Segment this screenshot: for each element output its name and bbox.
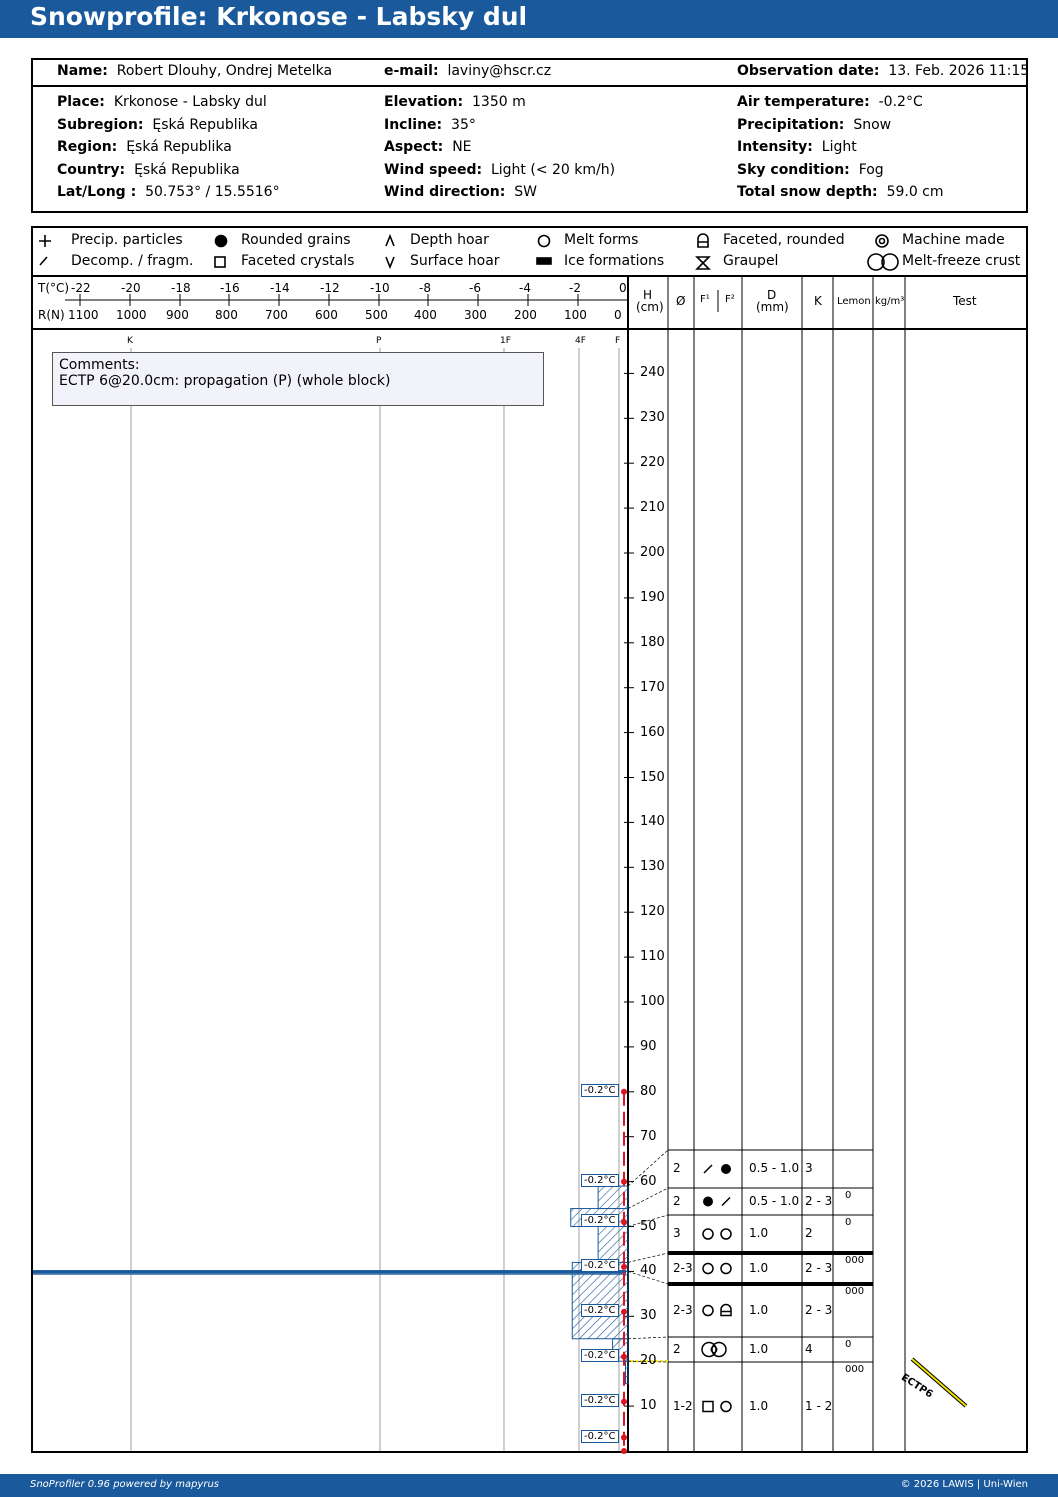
temp-tick-label: -6	[469, 281, 481, 295]
legend-decomp: Decomp. / fragm.	[71, 253, 194, 269]
temp-tick-label: -2	[569, 281, 581, 295]
comments-box	[52, 352, 544, 406]
temp-tick-label: -12	[320, 281, 340, 295]
hardness-tick-label: F	[615, 336, 621, 346]
melt-icon	[721, 1229, 731, 1239]
precipitation: Precipitation: Snow	[737, 117, 892, 133]
temperature-label: -0.2°C	[581, 1084, 619, 1097]
layer-grain-size: 1.0	[749, 1260, 769, 1275]
legend-faceted: Faceted crystals	[241, 253, 355, 269]
temperature-point	[621, 1354, 627, 1360]
comments-text: ECTP 6@20.0cm: propagation (P) (whole block)	[59, 373, 391, 389]
resistance-tick-label: 1000	[116, 308, 147, 322]
temp-tick-label: -22	[71, 281, 91, 295]
resistance-tick-label: 800	[215, 308, 238, 322]
temp-tick-label: -4	[519, 281, 531, 295]
temperature-label: -0.2°C	[581, 1174, 619, 1187]
legend-facetedrounded: Faceted, rounded	[723, 232, 845, 248]
legend-melt: Melt forms	[564, 232, 639, 248]
layer-connector	[628, 1337, 668, 1339]
col-hardness-head: Ø	[676, 294, 686, 308]
faceted-rounded-icon	[721, 1305, 731, 1316]
layer-grain-size: 1.0	[749, 1341, 769, 1356]
height-tick-label: 170	[640, 679, 665, 695]
incline: Incline: 35°	[384, 117, 476, 133]
temperature-label: -0.2°C	[581, 1430, 619, 1443]
layer-hardness: 2	[673, 1193, 681, 1208]
resistance-tick-label: 0	[614, 308, 622, 322]
temperature-label: -0.2°C	[581, 1349, 619, 1362]
layer-grain-size: 0.5 - 1.0	[749, 1161, 800, 1175]
temp-axis-label: T(°C)	[38, 281, 70, 295]
total-snow-depth: Total snow depth: 59.0 cm	[737, 184, 944, 200]
height-col-label: H	[643, 288, 653, 302]
wind-speed: Wind speed: Light (< 20 km/h)	[384, 162, 616, 178]
legend-rounded: Rounded grains	[241, 232, 351, 248]
lat-long: Lat/Long : 50.753° / 15.5516°	[57, 184, 280, 200]
hardness-tick-label: P	[376, 336, 382, 346]
layer-grain-size: 0.5 - 1.0	[749, 1193, 800, 1208]
observer-name: Name: Robert Dlouhy, Ondrej Metelka	[57, 63, 333, 79]
layer-connector	[628, 1253, 668, 1262]
layer-hardness-k: 1 - 2	[805, 1398, 833, 1413]
temperature-point	[621, 1435, 627, 1441]
height-tick-label: 210	[640, 500, 665, 516]
height-tick-label: 100	[640, 994, 665, 1009]
legend-surfacehoar: Surface hoar	[410, 253, 500, 269]
layer-lemon: 0	[845, 1339, 852, 1350]
elevation: Elevation: 1350 m	[384, 94, 526, 110]
height-tick-label: 240	[640, 365, 665, 381]
height-tick-label: 30	[640, 1308, 657, 1324]
layer-hardness: 1-2	[673, 1398, 693, 1413]
decomp-icon	[704, 1165, 712, 1173]
layer-grain-size: 1.0	[749, 1398, 769, 1413]
rounded-icon	[721, 1164, 731, 1174]
height-tick-label: 160	[640, 724, 665, 740]
layer-lemon: 0	[845, 1190, 852, 1201]
height-tick-label: 200	[640, 545, 665, 560]
ice-layer-band	[33, 1270, 626, 1273]
height-tick-label: 120	[640, 904, 665, 920]
decomp-icon	[722, 1198, 730, 1206]
layer-grain-size: 1.0	[749, 1302, 769, 1317]
temp-tick-label: -16	[220, 281, 240, 295]
melt-freeze-icon	[712, 1343, 726, 1357]
col-f1-head: F¹	[700, 294, 710, 305]
resistance-tick-label: 200	[514, 308, 537, 322]
region: Region: Ęská Republika	[57, 139, 232, 155]
country: Country: Ęská Republika	[57, 162, 240, 178]
legend-depthhoar: Depth hoar	[410, 232, 489, 248]
resistance-tick-label: 600	[315, 308, 338, 322]
col-d-head: D	[767, 288, 777, 302]
col-d-unit: (mm)	[756, 300, 789, 314]
layer-hardness-k: 3	[805, 1161, 813, 1175]
col-lemon-head: Lemon	[837, 296, 871, 307]
temperature-point	[621, 1264, 627, 1270]
resistance-axis-label: R(N)	[38, 308, 65, 322]
aspect: Aspect: NE	[384, 139, 472, 155]
layer-hardness: 3	[673, 1226, 681, 1240]
rounded-icon	[703, 1197, 713, 1207]
height-tick-label: 90	[640, 1038, 657, 1054]
resistance-tick-label: 100	[564, 308, 587, 322]
footer-left: SnoProfiler 0.96 powered by mapyrus	[30, 1479, 220, 1490]
height-col-unit: (cm)	[636, 300, 664, 314]
height-tick-label: 20	[640, 1353, 657, 1369]
legend-ice: Ice formations	[564, 253, 665, 269]
resistance-tick-label: 500	[365, 308, 388, 322]
temp-tick-label: 0	[619, 281, 627, 295]
height-tick-label: 140	[640, 814, 665, 830]
footer-right: © 2026 LAWIS | Uni-Wien	[900, 1479, 1028, 1490]
test-label: ECTP6	[899, 1372, 935, 1401]
observation-date: Observation date: 13. Feb. 2026 11:15	[737, 63, 1030, 79]
temperature-point	[621, 1219, 627, 1225]
page-title: Snowprofile: Krkonose - Labsky dul	[30, 2, 528, 31]
temperature-label: -0.2°C	[581, 1214, 619, 1227]
ice-layer-band	[33, 1273, 626, 1275]
sky-condition: Sky condition: Fog	[737, 162, 884, 178]
temp-tick-label: -18	[171, 281, 191, 295]
legend-graupel: Graupel	[723, 253, 779, 269]
height-tick-label: 50	[640, 1218, 657, 1234]
air-temperature: Air temperature: -0.2°C	[737, 94, 923, 110]
melt-icon	[703, 1229, 713, 1239]
layer-hardness: 2	[673, 1161, 681, 1175]
hardness-tick-label: 4F	[575, 336, 586, 346]
resistance-tick-label: 300	[464, 308, 487, 322]
col-f2-head: F²	[725, 294, 735, 305]
col-test-head: Test	[953, 294, 977, 308]
height-tick-label: 180	[640, 634, 665, 650]
height-tick-label: 70	[640, 1128, 657, 1144]
temp-tick-label: -10	[370, 281, 390, 295]
temperature-point	[621, 1399, 627, 1405]
layer-hardness-k: 4	[805, 1341, 813, 1356]
layer-hardness-k: 2 - 3	[805, 1260, 833, 1275]
melt-icon	[721, 1402, 731, 1412]
layer-lemon: 000	[845, 1286, 865, 1297]
resistance-tick-label: 700	[265, 308, 288, 322]
hardness-tick-label: K	[127, 336, 133, 346]
melt-icon	[703, 1264, 713, 1274]
layer-hardness-k: 2 - 3	[805, 1302, 833, 1317]
height-tick-label: 110	[640, 949, 665, 965]
height-tick-label: 40	[640, 1263, 657, 1279]
layer-lemon: 000	[845, 1255, 865, 1266]
layer-lemon: 000	[845, 1364, 865, 1375]
height-tick-label: 150	[640, 769, 665, 785]
hardness-tick-label: 1F	[500, 336, 511, 346]
layer-hardness-k: 2 - 3	[805, 1193, 833, 1208]
height-tick-label: 80	[640, 1083, 657, 1099]
legend-meltfreeze: Melt-freeze crust	[902, 253, 1021, 269]
legend-machine: Machine made	[902, 232, 1005, 248]
footer	[0, 1474, 1058, 1497]
temperature-label: -0.2°C	[581, 1259, 619, 1272]
layer-hardness: 2	[673, 1341, 681, 1356]
layer-connector	[628, 1188, 668, 1209]
temp-tick-label: -8	[419, 281, 431, 295]
wind-direction: Wind direction: SW	[384, 184, 537, 200]
resistance-tick-label: 900	[166, 308, 189, 322]
temperature-label: -0.2°C	[581, 1304, 619, 1317]
height-tick-label: 190	[640, 589, 665, 605]
height-tick-label: 130	[640, 859, 665, 875]
observer-email: e-mail: laviny@hscr.cz	[384, 63, 552, 79]
col-k-head: K	[814, 294, 822, 308]
temperature-label: -0.2°C	[581, 1394, 619, 1407]
height-tick-label: 220	[640, 455, 665, 471]
layer-hardness: 2-3	[673, 1260, 693, 1275]
temperature-point	[621, 1309, 627, 1315]
comments-title: Comments:	[59, 357, 140, 373]
temperature-point	[621, 1448, 627, 1454]
layer-lemon: 0	[845, 1217, 852, 1228]
subregion: Subregion: Ęská Republika	[57, 117, 258, 133]
height-tick-label: 230	[640, 410, 665, 426]
temp-tick-label: -14	[270, 281, 290, 295]
faceted-icon	[703, 1402, 713, 1412]
resistance-tick-label: 400	[414, 308, 437, 322]
layer-grain-size: 1.0	[749, 1226, 769, 1240]
legend-precip: Precip. particles	[71, 232, 183, 248]
height-tick-label: 60	[640, 1173, 657, 1189]
temp-tick-label: -20	[121, 281, 141, 295]
melt-icon	[721, 1264, 731, 1274]
resistance-tick-label: 1100	[68, 308, 99, 322]
height-tick-label: 10	[640, 1398, 657, 1414]
melt-icon	[703, 1306, 713, 1316]
intensity: Intensity: Light	[737, 139, 857, 155]
temperature-point	[621, 1089, 627, 1095]
layer-hardness-k: 2	[805, 1226, 813, 1240]
resistance-bar	[626, 1361, 628, 1383]
temperature-point	[621, 1179, 627, 1185]
col-density-head: kg/m³	[875, 296, 905, 307]
place: Place: Krkonose - Labsky dul	[57, 94, 267, 110]
layer-hardness: 2-3	[673, 1302, 693, 1317]
